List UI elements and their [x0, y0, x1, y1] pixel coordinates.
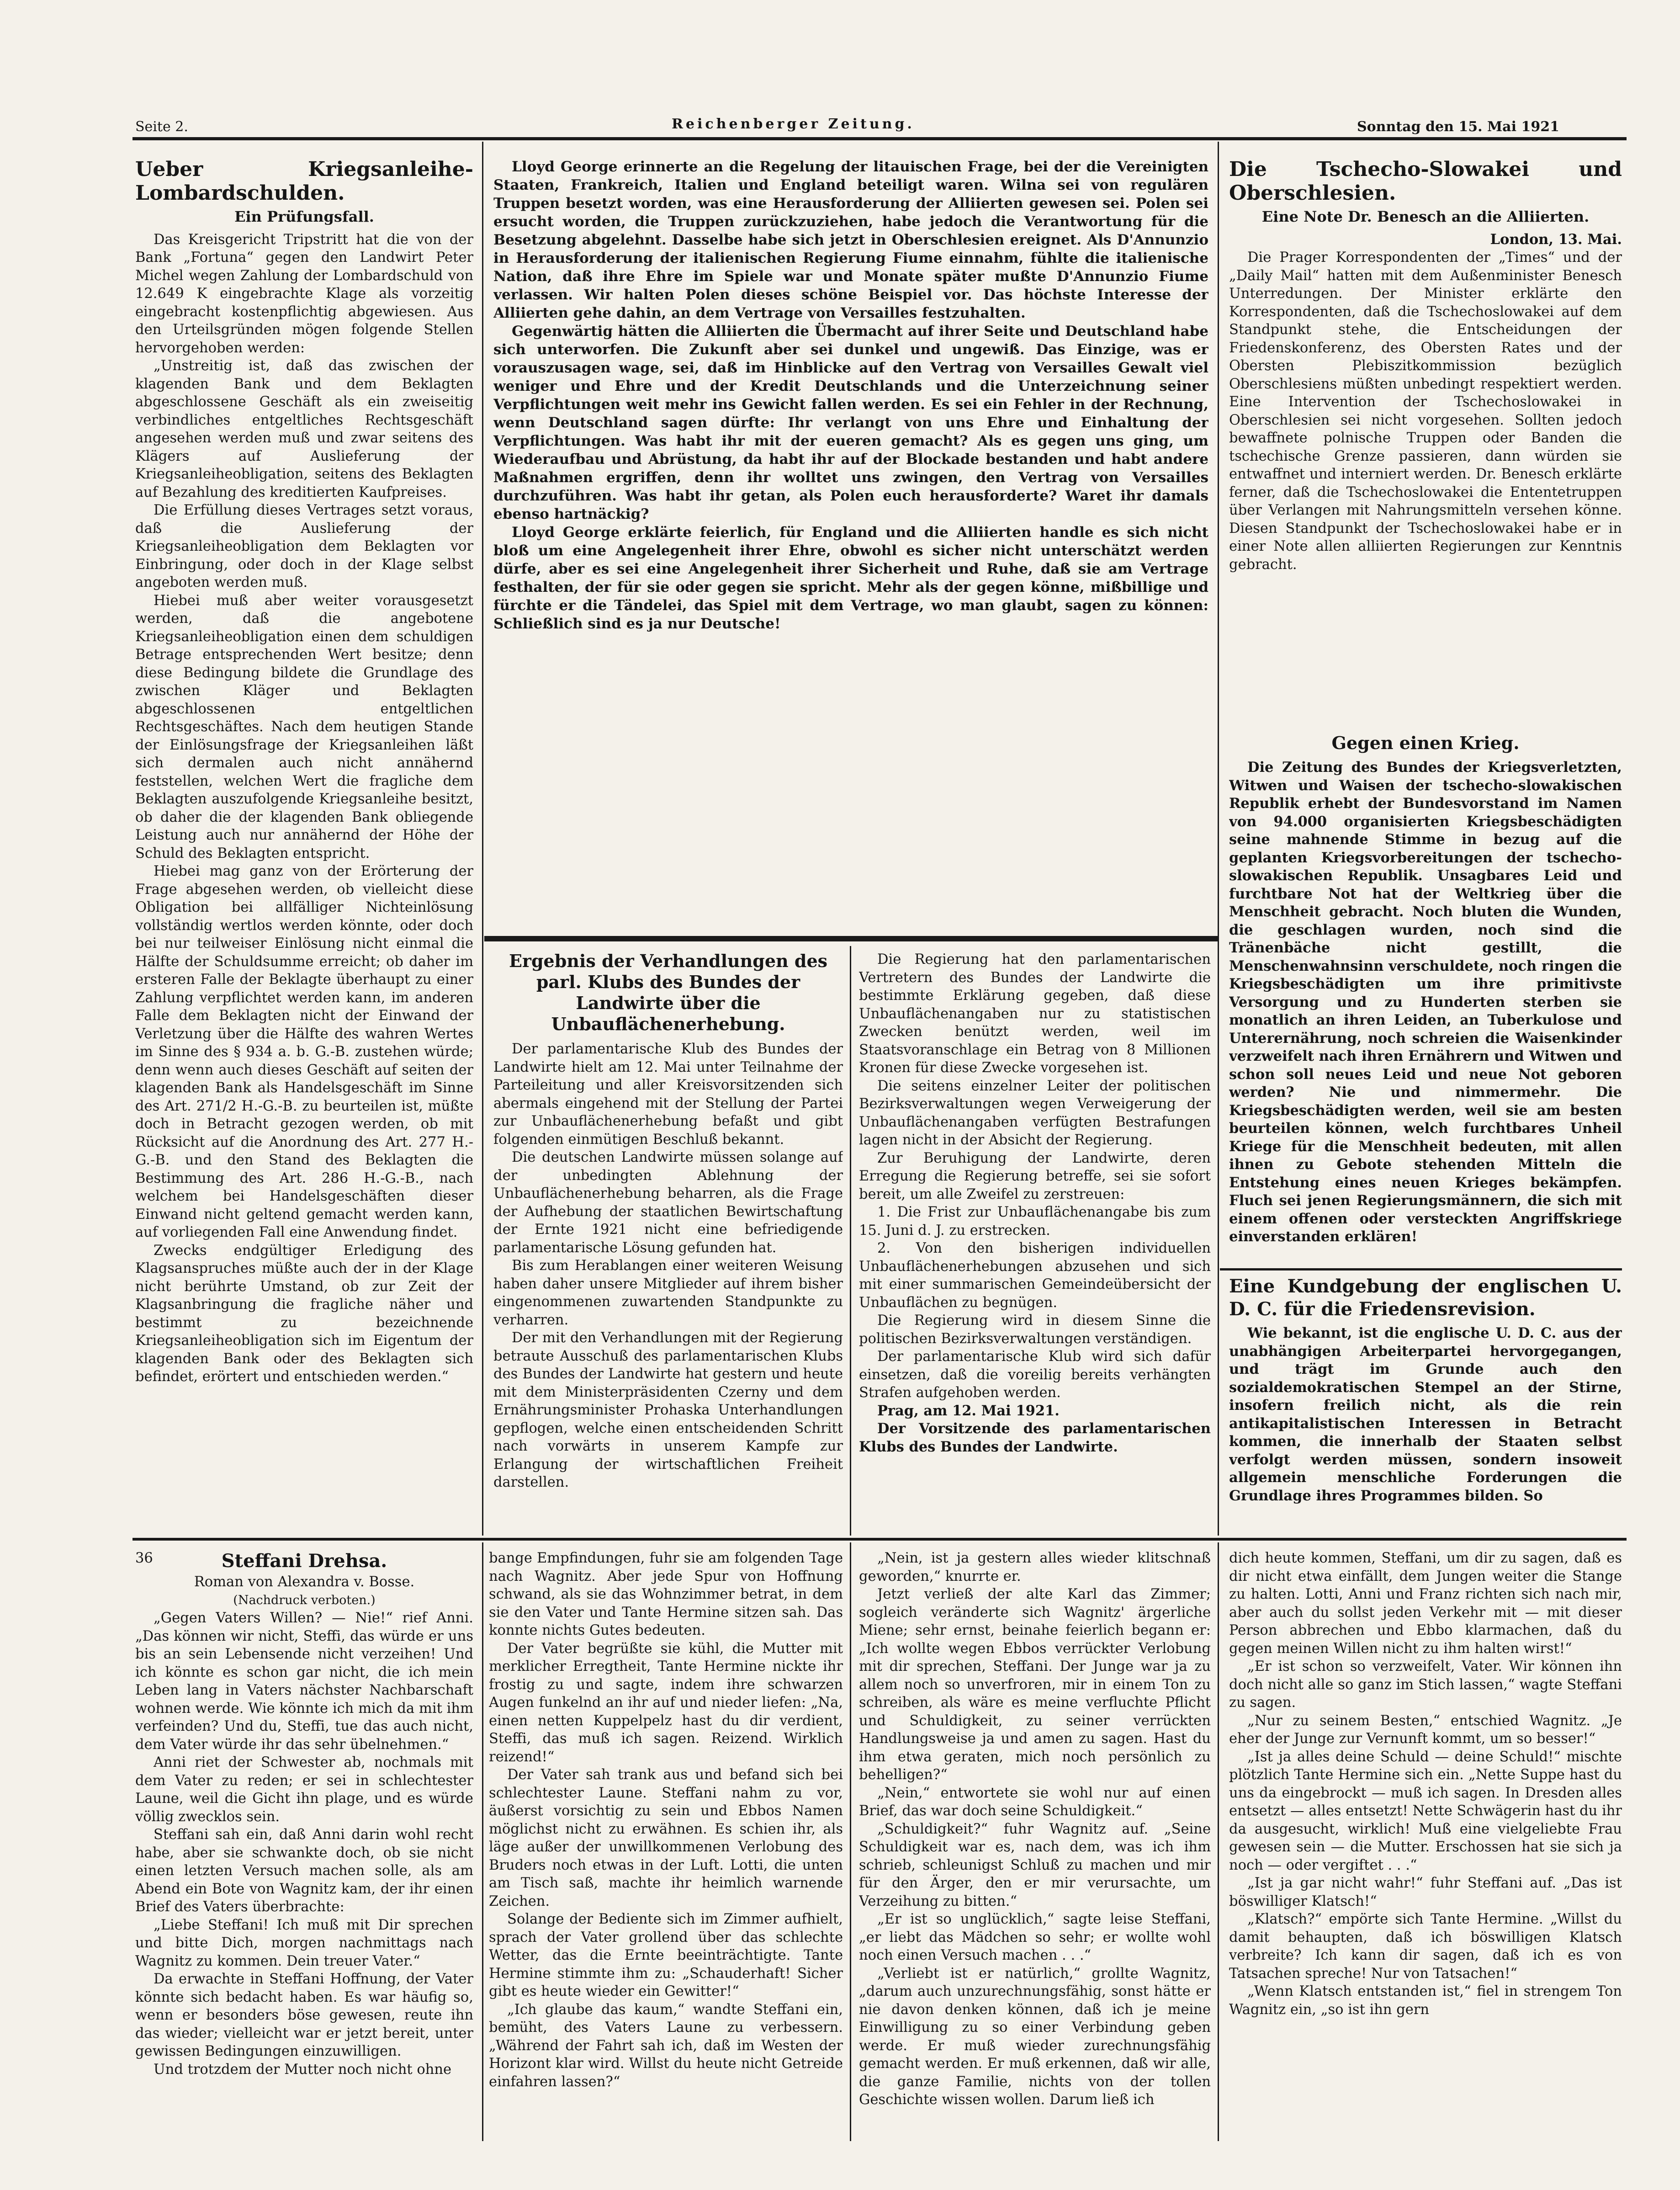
paragraph: Lloyd George erinnerte an die Regelung der litauischen Frage, bei der die Vereinigten Staaten, Frankreich, Italien und England beteiligt waren. Wilna sei von regulären Truppen besetzt worden, was eine Herausforderung der Alliierten gewesen sei. Polen sei ersucht worden, die Truppen zurückzuziehen, habe jedoch die Verantwortung für die Besetzung abgelehnt. Dasselbe habe sich jetzt in Oberschlesien ereignet. Als D'Annunzio in Herausforderung der italienischen Regierung Fiume einnahm, fühlte die italienische Nation, daß ihre Ehre im Spiele war und Monate später mußte D'Annunzio Fiume verlassen. Wir halten Polen dieses schöne Beispiel vor. Das höchste Interesse der Alliierten gehe dahin, an dem Vertrage von Versailles festzuhalten. [493, 159, 1208, 321]
section-rule [1220, 1268, 1622, 1270]
novel-byline: Roman von Alexandra v. Bosse. [194, 1574, 415, 1590]
novel-column-4 [1229, 1549, 1622, 2139]
article-lloyd-george [493, 158, 1208, 930]
article-title: Ueber Kriegsanleihe-Lombardschulden. [135, 158, 473, 205]
paragraph: Anni riet der Schwester ab, nochmals mit dem Vater zu reden; er sei in schlechtester Laune, weil die Gicht ihn plage, und es würde völlig zwecklos sein. [135, 1754, 473, 1825]
novel-column-2 [489, 1549, 843, 2139]
installment-number: 36 [135, 1550, 153, 1566]
issue-date: Sonntag den 15. Mai 1921 [1357, 119, 1559, 135]
paragraph: „Liebe Steffani! Ich muß mit Dir sprechen und bitte Dich, morgen nachmittags nach Wagnitz zu kommen. Dein treuer Vater.“ [135, 1917, 473, 1969]
article-verhandlungen-right [859, 951, 1211, 1531]
novel-title: Steffani Drehsa. [221, 1550, 387, 1572]
paragraph: „Ich glaube das kaum,“ wandte Steffani ein, bemüht, des Vaters Laune zu verbessern. „Während der Fahrt sah ich, daß im Westen der Horizont klar wird. Willst du heute nicht Getreide einfahren lassen?“ [489, 2001, 843, 2090]
article-subtitle: Ein Prüfungsfall. [234, 208, 374, 225]
column-rule [482, 1542, 483, 2141]
paragraph: Zur Beruhigung der Landwirte, deren Erregung die Regierung betreffe, sei sie sofort bereit, um alle Zweifel zu zerstreuen: [859, 1150, 1211, 1202]
article-gegen-krieg [1229, 731, 1622, 1266]
paragraph: 2. Von den bisherigen individuellen Unbauflächenerhebungen abzusehen und sich mit einer summarischen Gemeindeübersicht der Unbauflächen zu begnügen. [859, 1240, 1211, 1311]
paragraph: „Klatsch?“ empörte sich Tante Hermine. „Willst du damit behaupten, daß ich böswilligen Klatsch verbreite? Ich kann dir sagen, daß ich es von Tatsachen spreche! Nur von Tatsachen!“ [1229, 1911, 1622, 1982]
paragraph: „Schuldigkeit?“ fuhr Wagnitz auf. „Seine Schuldigkeit war es, nach dem, was ich ihm schrieb, schleunigst Schluß zu machen und mir für den Ärger, den er mir verursachte, um Verzeihung zu bitten.“ [859, 1821, 1211, 1909]
paragraph: 1. Die Frist zur Unbauflächenangabe bis zum 15. Juni d. J. zu erstrecken. [859, 1204, 1211, 1239]
paragraph: Solange der Bediente sich im Zimmer aufhielt, sprach der Vater grollend über das schlechte Wetter, das die Ernte beeinträchtigte. Tante Hermine stimmte ihm zu: „Schauderhaft! Sicher gibt es heute wieder ein Gewitter!“ [489, 1911, 843, 1999]
article-udc [1229, 1275, 1622, 1531]
column-rule [482, 142, 483, 1536]
column-rule [850, 946, 851, 1536]
paragraph: dich heute kommen, Steffani, um dir zu sagen, daß es dir nicht etwa einfällt, dem Jungen weiter die Stange zu halten. Lotti, Anni und Franz richten sich nach mir, aber auch du sollst jeden Verkehr mit — mit dieser Person abbrechen und Ebbo klarmachen, daß du gegen meinen Willen nicht zu ihm halten wirst!“ [1229, 1550, 1622, 1657]
reprint-note: (Nachdruck verboten.) [233, 1593, 376, 1607]
paragraph: „Unstreitig ist, daß das zwischen der klagenden Bank und dem Beklagten abgeschlossene Geschäft als ein zweiseitig verbindliches entgeltliches Rechtsgeschäft angesehen werden muß und zwar seitens des Klägers auf Auslieferung der Kriegsanleiheobligation, seitens des Beklagten auf Bezahlung des kreditierten Kaufpreises. [135, 358, 473, 500]
paragraph: Gegenwärtig hätten die Alliierten die Übermacht auf ihrer Seite und Deutschland habe sich unterworfen. Die Zukunft aber sei dunkel und ungewiß. Das Einzige, was er vorauszusagen wage, sei, daß im Hinblicke auf den Vertrag von Versailles Gewalt viel weniger und Ehre und der Kredit Deutschlands und die Unterzeichnung seiner Verpflichtungen weit mehr ins Gewicht fallen werden. Es sei ein Fehler in der Rechnung, wenn Deutschland sagen dürfte: Ihr verlangt von uns Ehre und Einhaltung der Verpflichtungen. Was habt ihr mit der eueren gemacht? Als es gegen uns ging, um Wiederaufbau und Abrüstung, da habt ihr auf der Blockade bestanden und habt andere Maßnahmen ergriffen, denn ihr wolltet uns zwingen, den Vertrag von Versailles durchzuführen. Was habt ihr getan, als Polen euch herausforderte? Waret ihr damals ebenso hartnäckig? [493, 323, 1208, 522]
paragraph: Die Regierung hat den parlamentarischen Vertretern des Bundes der Landwirte die bestimmte Erklärung gegeben, daß diese Unbauflächenangaben nur zu statistischen Zwecken benützt werden, weil im Staatsvoranschlage ein Betrag von 8 Millionen Kronen für diese Zwecke vorgesehen ist. [859, 951, 1211, 1076]
paragraph: Die seitens einzelner Leiter der politischen Bezirksverwaltungen wegen Verweigerung der Unbauflächenangaben verfügten Bestrafungen lagen nicht in der Absicht der Regierung. [859, 1078, 1211, 1148]
page-number: Seite 2. [135, 119, 188, 135]
feuilleton-rule [132, 1538, 1627, 1541]
paragraph: Der mit den Verhandlungen mit der Regierung betraute Ausschuß des parlamentarischen Klubs des Bundes der Landwirte hat gestern und heute mit dem Ministerpräsidenten Czerny und dem Ernährungsminister Prohaska Unterhandlungen gepflogen, welche einen entscheidenden Schritt nach vorwärts in unserem Kampfe zur Erlangung der wirtschaftlichen Freiheit darstellen. [493, 1330, 843, 1490]
paragraph: Das Kreisgericht Tripstritt hat die von der Bank „Fortuna“ gegen den Landwirt Peter Michel wegen Zahlung der Lombardschuld von 12.649 K eingebrachte Klage als vorzeitig eingebracht kostenpflichtig abgewiesen. Aus den Urteilsgründen mögen folgende Stellen hervorgehoben werden: [135, 231, 473, 356]
paragraph: „Ist ja gar nicht wahr!“ fuhr Steffani auf. „Das ist böswilliger Klatsch!“ [1229, 1875, 1622, 1909]
paragraph: „Wenn Klatsch entstanden ist,“ fiel in strengem Ton Wagnitz ein, „so ist ihn gern [1229, 1983, 1622, 2018]
paragraph: Hiebei muß aber weiter vorausgesetzt werden, daß die angebotene Kriegsanleiheobligation einen dem schuldigen Betrage entsprechenden Wert besitze; denn diese Bedingung bildete die Grundlage des zwischen Kläger und Beklagten abgeschlossenen entgeltlichen Rechtsgeschäftes. Nach dem heutigen Stande der Einlösungsfrage der Kriegsanleihen läßt sich dermalen auch nicht annähernd feststellen, welchen Wert die fragliche dem Beklagten auszufolgende Kriegsanleihe besitzt, ob daher die der klagenden Bank obliegende Leistung auch nur annähernd der Höhe der Schuld des Beklagten entspricht. [135, 592, 473, 861]
novel-column-3 [859, 1549, 1211, 2139]
paragraph: Der parlamentarische Klub des Bundes der Landwirte hielt am 12. Mai unter Teilnahme der Parteileitung und aller Kreisvorsitzenden sich abermals eingehend mit der Stellung der Partei zur Unbauflächenerhebung befaßt und gibt folgenden einmütigen Beschluß bekannt. [493, 1041, 843, 1148]
article-kriegsanleihe [135, 158, 473, 1529]
paragraph: „Er ist so unglücklich,“ sagte leise Steffani, „er liebt das Mädchen so sehr; er wollte wohl noch einen Versuch machen . . .“ [859, 1911, 1211, 1963]
section-rule [484, 936, 1218, 941]
paragraph: Die Regierung wird in diesem Sinne die politischen Bezirksverwaltungen verständigen. [859, 1313, 1211, 1347]
article-title: Gegen einen Krieg. [1331, 733, 1520, 753]
column-rule [850, 1542, 851, 2141]
paragraph: Wie bekannt, ist die englische U. D. C. aus der unabhängigen Arbeiterpartei hervorgegangen, und trägt im Grunde auch den sozialdemokratischen Stempel an der Stirne, insofern freilich nicht, als die rein antikapitalistischen Interessen in Betracht kommen, die innerhalb der Staaten selbst verfolgt werden müssen, sondern insoweit allgemein menschliche Forderungen die Grundlage ihres Programmes bilden. So [1229, 1325, 1622, 1504]
paragraph: „Nur zu seinem Besten,“ entschied Wagnitz. „Je eher der Junge zur Vernunft kommt, um so besser!“ [1229, 1712, 1622, 1747]
place-date: Prag, am 12. Mai 1921. [877, 1402, 1060, 1419]
paragraph: Der Vater begrüßte sie kühl, die Mutter mit merklicher Erregtheit, Tante Hermine nickte ihr frostig zu und sagte, indem ihre schwarzen Augen funkelnd an ihr auf und nieder liefen: „Na, einen netten Kuppelpelz hast du dir verdient, Steffi, das muß ich sagen. Reizend. Wirklich reizend!“ [489, 1640, 843, 1765]
paragraph: „Verliebt ist er natürlich,“ grollte Wagnitz, „darum auch unzurechnungsfähig, sonst hätte er nie davon denken können, daß ich je meine Einwilligung zu so einer Verbindung geben werde. Er muß wieder zurechnungsfähig gemacht werden. Er muß erkennen, daß wir alle, die ganze Familie, nichts von der tollen Geschichte wissen wollen. Darum ließ ich [859, 1965, 1211, 2108]
paragraph: Der Vater sah trank aus und befand sich bei schlechtester Laune. Steffani nahm zu vor, äußerst vorsichtig zu sein und Ebbos Namen möglichst nicht zu erwähnen. Es schien ihr, als läge außer der unwillkommenen Verlobung des Bruders noch etwas in der Luft. Lotti, die unten am Tisch saß, machte ihr heimlich warnende Zeichen. [489, 1767, 843, 1909]
paragraph: Die Zeitung des Bundes der Kriegsverletzten, Witwen und Waisen der tschecho-slowakischen Republik erhebt der Bundesvorstand im Namen von 94.000 organisierten Kriegsbeschädigten seine mahnende Stimme in bezug auf die geplanten Kriegsvorbereitungen der tschecho-slowakischen Republik. Unsagbares Leid und furchtbare Not hat der Weltkrieg über die Menschheit gebracht. Noch bluten die Wunden, die geschlagen wurden, noch sind die Tränenbäche nicht gestillt, die Menschenwahnsinn verschuldete, noch ringen die Kriegsbeschädigten um ihre primitivste Versorgung und zu Hunderten sterben sie monatlich an ihren Leiden, an Tuberkulose und Unterernährung, noch schreien die Waisenkinder verzweifelt nach ihren Ernährern und Witwen und schon soll neues Leid und neue Not geboren werden? Nie und nimmermehr. Die Kriegsbeschädigten werden, weil sie am besten beurteilen können, welch furchtbares Unheil Kriege für die Menschheit bedeuten, mit allen ihnen zu Gebote stehenden Mitteln die Entstehung eines neuen Krieges bekämpfen. Fluch sei jenen Regierungsmännern, die sich mit einem offenen oder versteckten Angriffskriege einverstanden erklären! [1229, 759, 1622, 1245]
paragraph: „Nein, ist ja gestern alles wieder klitschnaß geworden,“ knurrte er. [859, 1550, 1211, 1584]
paragraph: Die Prager Korrespondenten der „Times“ und der „Daily Mail“ hatten mit dem Außenminister Benesch Unterredungen. Der Minister erklärte den Korrespondenten, daß die Tschechoslowakei auf dem Standpunkt stehe, die Entscheidungen der Friedenskonferenz, des Obersten Rates und der Obersten Plebiszitkommission bezüglich Oberschlesiens müßten unbedingt respektiert werden. Eine Intervention der Tschechoslowakei in Oberschlesien sei nicht vorgesehen. Sollten jedoch bewaffnete polnische Truppen oder Banden die tschechische Grenze passieren, dann würden sie entwaffnet und interniert werden. Dr. Benesch erklärte ferner, daß die Tschechoslowakei die Ententetruppen über Verlangen mit Nahrungsmitteln versehen könne. Diesen Standpunkt der Tschechoslowakei habe er in einer Note allen alliierten Regierungen zur Kenntnis gebracht. [1229, 250, 1622, 573]
paragraph: „Gegen Vaters Willen? — Nie!“ rief Anni. „Das können wir nicht, Steffi, das würde er uns bis an sein Lebensende nicht verzeihen! Und ich könnte es schon gar nicht, die ich mein Leben lang in Vaters nächster Nachbarschaft wohnen werde. Wie könnte ich mich da mit ihm verfeinden? Und du, Steffi, tue das auch nicht, dem Vater würde ihr das sehr übelnehmen.“ [135, 1610, 473, 1753]
header-rule [132, 137, 1627, 140]
paragraph: „Nein,“ entwortete sie wohl nur auf einen Brief, das war doch seine Schuldigkeit.“ [859, 1785, 1211, 1819]
paragraph: Zwecks endgültiger Erledigung des Klagsanspruches müßte auch der in der Klage nicht berührte Umstand, ob zur Zeit der Klagsanbringung die fragliche näher und bestimmt zu bezeichnende Kriegsanleiheobligation sich im Eigentum der klagenden Bank oder des Beklagten sich befindet, erörtert und entschieden werden.“ [135, 1242, 473, 1385]
paragraph: Die deutschen Landwirte müssen solange auf der unbedingten Ablehnung der Unbauflächenerhebung beharren, als die Frage der Aufhebung der staatlichen Bewirtschaftung der Ernte 1921 nicht eine befriedigende parlamentarische Lösung gefunden hat. [493, 1149, 843, 1256]
paragraph: „Er ist schon so verzweifelt, Vater. Wir können ihn doch nicht alle so ganz im Stich lassen,“ wagte Steffani zu sagen. [1229, 1658, 1622, 1711]
novel-column-1 [135, 1549, 473, 2139]
article-subtitle: Eine Note Dr. Benesch an die Alliierten. [1261, 208, 1590, 225]
paragraph: Bis zum Herablangen einer weiteren Weisung haben daher unsere Mitglieder auf ihrem bisher eingenommenen zuwartenden Standpunkte zu verharren. [493, 1258, 843, 1328]
paragraph: Jetzt verließ der alte Karl das Zimmer; sogleich veränderte sich Wagnitz' ärgerliche Miene; sehr ernst, beinahe feierlich begann er: „Ich wollte wegen Ebbos verrückter Verlobung mit dir sprechen, Steffani. Der Junge war ja zu allem noch so unverfroren, mir in einem Ton zu schreiben, als wäre es meine verfluchte Pflicht und Schuldigkeit, zu seiner verrückten Handlungsweise ja und amen zu sagen. Hast du ihm etwa geraten, mich noch persönlich zu behelligen?“ [859, 1586, 1211, 1783]
paragraph: Steffani sah ein, daß Anni darin wohl recht habe, aber sie schwankte doch, ob sie nicht einen letzten Versuch machen solle, als am Abend ein Bote von Wagnitz kam, der ihr einen Brief des Vaters überbrachte: [135, 1827, 473, 1915]
article-verhandlungen-left [493, 951, 843, 1531]
paragraph: Da erwachte in Steffani Hoffnung, der Vater könnte sich bedacht haben. Es war häufig so, wenn er besonders böse gewesen, reute ihn das wieder; vielleicht war er jetzt bereit, unter gewissen Bedingungen einzuwilligen. [135, 1971, 473, 2059]
column-rule [1218, 1542, 1219, 2141]
article-tschecho-slowakei [1229, 158, 1622, 729]
article-title: Ergebnis der Verhandlungen des parl. Klubs des Bundes der Landwirte über die Unbauflächenerhebung. [509, 951, 828, 1034]
paragraph: bange Empfindungen, fuhr sie am folgenden Tage nach Wagnitz. Aber jede Spur von Hoffnung schwand, als sie das Wohnzimmer betrat, in dem sie den Vater und Tante Hermine sitzen sah. Das konnte nichts Gutes bedeuten. [489, 1550, 843, 1638]
column-rule [1218, 142, 1219, 1536]
paragraph: Und trotzdem der Mutter noch nicht ohne [154, 2061, 452, 2078]
paragraph: Die Erfüllung dieses Vertrages setzt voraus, daß die Auslieferung der Kriegsanleiheobligation dem Beklagten vor Einbringung, oder doch in der Klage selbst angeboten werden muß. [135, 502, 473, 590]
article-title: Die Tschecho-Slowakei und Oberschlesien. [1229, 158, 1622, 205]
paragraph: „Ist ja alles deine Schuld — deine Schuld!“ mischte plötzlich Tante Hermine sich ein. „Nette Suppe hast du uns da eingebrockt — muß ich sagen. In Dresden alles entsetzt — alles entsetzt! Nette Schwägerin hast du ihr da ausgesucht, wirklich! Muß eine vielgeliebte Frau gewesen sein — die Mutter. Erschossen hat sie sich ja noch — oder vergiftet . . .“ [1229, 1749, 1622, 1873]
masthead: Reichenberger Zeitung. [672, 116, 915, 132]
paragraph: Der parlamentarische Klub wird sich dafür einsetzen, daß die voreilig bereits verhängten Strafen aufgehoben werden. [859, 1349, 1211, 1401]
article-title: Eine Kundgebung der englischen U. D. C. für die Friedensrevision. [1229, 1276, 1622, 1320]
signature: Der Vorsitzende des parlamentarischen Klubs des Bundes der Landwirte. [859, 1420, 1211, 1455]
paragraph: Lloyd George erklärte feierlich, für England und die Alliierten handle es sich nicht bloß um eine Angelegenheit ihrer Ehre, obwohl es sicher nicht unterschätzt werden dürfe, aber es sei eine Angelegenheit ihrer Sicherheit und Ruhe, daß sie am Vertrage festhalten, der für sie oder gegen sie spricht. Mehr als der gegen könne, mißbillige und fürchte er die Tändelei, das Spiel mit dem Vertrage, wo man glaubt, sagen zu können: Schließlich sind es ja nur Deutsche! [493, 524, 1208, 632]
paragraph: Hiebei mag ganz von der Erörterung der Frage abgesehen werden, ob vielleicht diese Obligation bei allfälliger Nichteinlösung vollständig wertlos werden könnte, oder doch bei nur teilweiser Einlösung nicht einmal die Hälfte der Schuldsumme erreicht; ob daher im ersteren Falle der Beklagte überhaupt zu einer Zahlung verpflichtet werden kann, im anderen Falle dem Beklagten nicht der Einwand der Verletzung über die Hälfte des wahren Wertes im Sinne des § 934 a. b. G.-B. zustehen würde; denn wenn auch dieses Geschäft auf seiten der klagenden Bank als Handelsgeschäft im Sinne des Art. 271/2 H.-G.-B. zu beurteilen ist, müßte doch in Betracht gezogen werden, ob mit Rücksicht auf die Anordnung des Art. 277 H.-G.-B. und den Stand des Beklagten die Bestimmung des Art. 286 H.-G.-B., nach welchem bei Handelsgeschäften dieser Einwand nicht geltend gemacht werden kann, auf vorliegenden Fall eine Anwendung findet. [135, 863, 473, 1240]
dateline: London, 13. Mai. [1490, 231, 1622, 248]
